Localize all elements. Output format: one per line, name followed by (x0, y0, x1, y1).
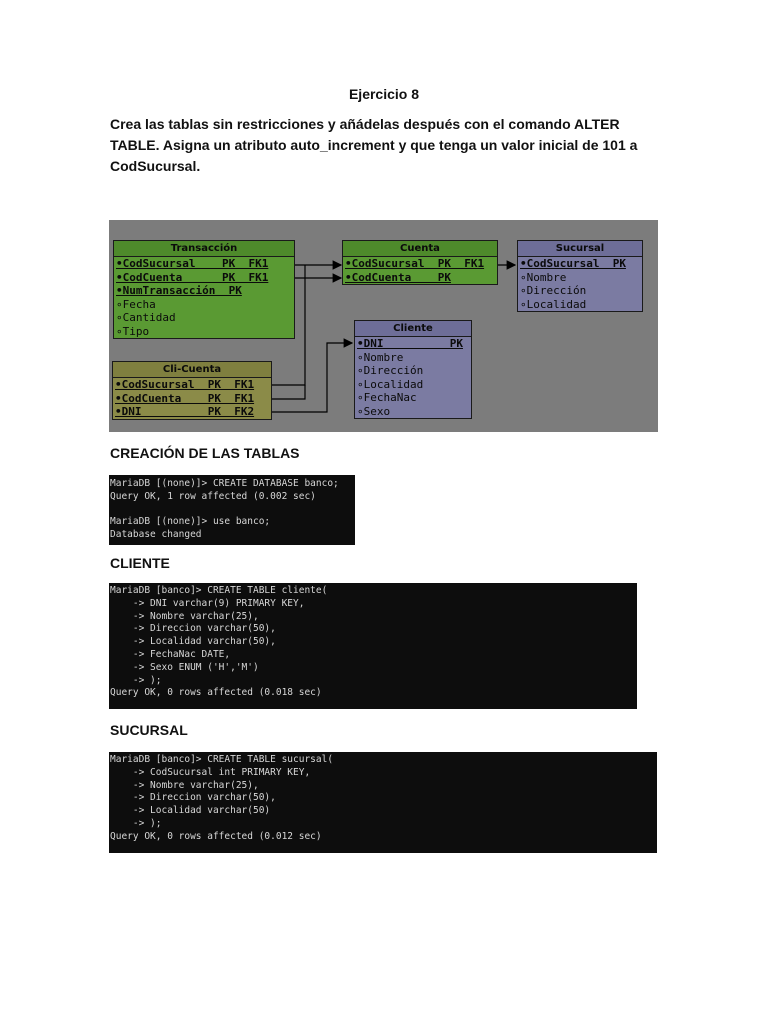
entity-header: Cuenta (343, 241, 497, 257)
terminal-line: MariaDB [banco]> CREATE TABLE sucursal( (110, 754, 334, 765)
entity-cliente (354, 320, 472, 419)
page-title: Ejercicio 8 (348, 86, 420, 102)
entity-cuenta (342, 240, 498, 285)
terminal-line: -> Nombre varchar(25), (110, 610, 259, 622)
entity-attribute: •CodCuenta PK FK1 (115, 391, 255, 405)
terminal-line: Query OK, 0 rows affected (0.012 sec) (110, 830, 322, 842)
terminal-line: -> Direccion varchar(50), (110, 792, 276, 804)
entity-attribute: ∘Cantidad (116, 311, 176, 324)
entity-attribute: •CodCuenta PK FK1 (116, 270, 269, 284)
entity-header: Cli-Cuenta (113, 362, 271, 378)
entity-attribute: ∘FechaNac (357, 391, 417, 404)
entity-attribute: •DNI PK FK2 (115, 405, 255, 418)
entity-attribute: ∘Dirección (357, 364, 424, 377)
terminal-line: Database changed (110, 529, 202, 541)
entity-attribute: ∘Localidad (520, 297, 587, 311)
terminal-line: -> Localidad varchar(50) (110, 805, 271, 817)
entity-attribute: •CodSucursal PK FK1 (345, 257, 485, 270)
entity-attribute: •CodSucursal PK FK1 (115, 378, 255, 391)
entity-attribute: ∘Nombre (520, 270, 567, 284)
entity-attribute: ∘Nombre (357, 350, 404, 364)
section-heading-sucursal: SUCURSAL (110, 722, 188, 738)
entity-sucursal (517, 240, 643, 312)
entity-attribute: •NumTransacción PK (116, 284, 242, 297)
entity-attribute: ∘Fecha (116, 297, 156, 311)
terminal-line: -> ); (110, 674, 162, 686)
terminal-line: -> Localidad varchar(50), (110, 636, 276, 648)
entity-header: Sucursal (518, 241, 642, 257)
section-heading-cliente: CLIENTE (110, 555, 170, 571)
entity-header: Transacción (114, 241, 294, 257)
entity-attribute: •CodCuenta PK (345, 270, 451, 284)
entity-attribute: •CodSucursal PK FK1 (116, 257, 269, 270)
entity-header: Cliente (355, 321, 471, 337)
terminal-creacion (109, 475, 355, 545)
terminal-line: Query OK, 0 rows affected (0.018 sec) (110, 687, 322, 699)
terminal-line: -> Direccion varchar(50), (110, 623, 276, 635)
entity-attribute: ∘Sexo (357, 404, 391, 418)
terminal-line: -> Nombre varchar(25), (110, 779, 259, 791)
exercise-statement: Crea las tablas sin restricciones y añádelas después con el comando ALTER TABLE. Asigna un atributo auto_increment y que tenga un valor inicial de 101 a CodSucursal. (110, 116, 638, 174)
terminal-line (110, 504, 355, 517)
entity-attribute: •CodSucursal PK (520, 257, 626, 270)
entity-attribute: ∘Tipo (116, 324, 150, 338)
entity-transaccion (113, 240, 295, 339)
terminal-line: Query OK, 1 row affected (0.002 sec) (110, 490, 316, 502)
section-heading-creacion: CREACIÓN DE LAS TABLAS (110, 445, 300, 461)
entity-attribute: ∘Dirección (520, 284, 587, 297)
terminal-line: MariaDB [banco]> CREATE TABLE cliente( (110, 585, 328, 596)
er-diagram (109, 220, 658, 432)
terminal-line: -> Sexo ENUM ('H','M') (110, 661, 259, 673)
terminal-line: -> CodSucursal int PRIMARY KEY, (110, 766, 311, 778)
terminal-cliente (109, 583, 637, 709)
terminal-line: MariaDB [(none)]> use banco; (110, 516, 271, 528)
terminal-line: -> FechaNac DATE, (110, 648, 231, 660)
terminal-line: -> DNI varchar(9) PRIMARY KEY, (110, 597, 305, 609)
arrow-clicuenta-cuenta-2 (271, 385, 305, 399)
terminal-line: -> ); (110, 817, 162, 829)
entity-cli-cuenta (112, 361, 272, 420)
entity-attribute: •DNI PK (357, 337, 463, 350)
terminal-sucursal (109, 752, 657, 853)
terminal-line: MariaDB [(none)]> CREATE DATABASE banco; (110, 478, 339, 489)
arrow-clicuenta-cliente (271, 343, 352, 412)
entity-attribute: ∘Localidad (357, 377, 424, 391)
